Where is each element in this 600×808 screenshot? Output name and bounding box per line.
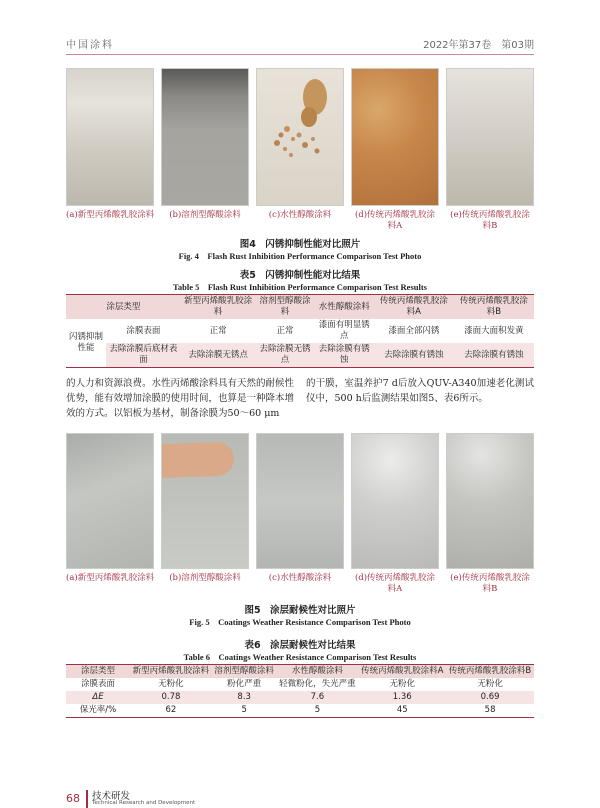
table6-header-row [66, 665, 534, 679]
fig5-caption-c: (c)水性醇酸涂料 [268, 573, 332, 583]
table5-header-col: 传统丙烯酸乳胶涂料A [379, 296, 448, 317]
fig4-photo-a [66, 68, 154, 232]
table6-title-en: Table 6 Coatings Weather Resistance Comparison Test Results [183, 652, 417, 662]
paragraph-right: 的干膜，室温养护7 d后放入QUV-A340加速老化测试仪中，500 h后监测结果如图5、表6所示。 [306, 378, 534, 404]
table6-cell: 无粉化 [477, 679, 503, 689]
fig4-photo-c [256, 68, 344, 232]
fig4-caption-c: (c)水性醇酸涂料 [268, 210, 332, 220]
table5-cell: 漆面大面积发黄 [464, 325, 524, 336]
fig4-image-b [161, 68, 249, 206]
section-title-en: Technical Research and Development [92, 800, 196, 806]
table-row [66, 343, 534, 368]
table5-cell: 去除涂膜有锈蚀 [318, 344, 370, 365]
fig5-caption-a: (a)新型丙烯酸乳胶涂料 [66, 573, 155, 583]
table6-cell: 8.3 [237, 692, 251, 702]
table5-row-label: 去除涂膜后底材表面 [109, 344, 178, 365]
fig4-image-c [256, 68, 344, 206]
fig4-image-e [446, 68, 534, 206]
table6-cell: 轻微粉化，失光严重 [279, 679, 356, 689]
fig4-photo-b [161, 68, 249, 232]
table6-cell: 无粉化 [389, 679, 415, 689]
table5-header-col: 传统丙烯酸乳胶涂料B [459, 296, 528, 317]
table6-header-col: 溶剂型醇酸涂料 [214, 666, 274, 676]
issue-info: 2022年第37卷 第03期 [423, 40, 534, 51]
table5-header-type: 涂层类型 [106, 301, 141, 312]
fig4-photos [66, 68, 534, 232]
fig4-image-d [351, 68, 439, 206]
table6-cell: 62 [165, 705, 177, 715]
table6-cell: 1.36 [392, 692, 412, 702]
fig4-caption-d: (d)传统丙烯酸乳胶涂料A [354, 210, 436, 231]
table-row [66, 678, 534, 691]
table6-row-label: ΔE [92, 692, 104, 702]
table5-cell: 漆面全部闪锈 [388, 325, 440, 336]
table5-cell: 去除涂膜无锈点 [188, 349, 248, 360]
fig5-image-e [446, 433, 534, 569]
fig4-photo-d [351, 68, 439, 232]
fig4-image-a [66, 68, 154, 206]
fig5-caption-b: (b)溶剂型醇酸涂料 [169, 573, 241, 583]
table5-header-col: 水性醇酸涂料 [318, 301, 370, 312]
fig5-caption-e: (e)传统丙烯酸乳胶涂料B [450, 573, 530, 594]
table6-title-cn: 表6 涂层耐候性对比结果 [244, 640, 356, 651]
table6-header-type: 涂层类型 [80, 666, 115, 676]
table5-cell: 去除涂膜有锈蚀 [384, 349, 444, 360]
table6-row-label: 保光率/% [79, 705, 117, 715]
table6-cell: 5 [241, 705, 247, 715]
table5 [66, 294, 534, 368]
table-row [66, 704, 534, 718]
table5-title-cn: 表5 闪锈抑制性能对比结果 [239, 270, 361, 281]
table6-header-col: 水性醇酸涂料 [291, 666, 343, 676]
fig5-title-cn: 图5 涂层耐候性对比照片 [244, 605, 356, 616]
table6 [66, 664, 534, 718]
fig5-photo-e [446, 433, 534, 595]
fig5-photo-c [256, 433, 344, 595]
table5-header-col: 溶剂型醇酸涂料 [259, 296, 311, 317]
fig5-photo-d [351, 433, 439, 595]
fig5-caption-d: (d)传统丙烯酸乳胶涂料A [354, 573, 436, 594]
table6-row-label: 涂膜表面 [80, 679, 115, 689]
table6-cell: 无粉化 [158, 679, 184, 689]
finger-illustration [162, 434, 248, 568]
table5-cell: 漆面有明显锈点 [318, 320, 370, 341]
fig4-caption-b: (b)溶剂型醇酸涂料 [169, 210, 241, 220]
table5-group-label: 闪锈抑制性能 [68, 332, 103, 353]
table5-cell: 正常 [276, 325, 294, 336]
table6-header-col: 新型丙烯酸乳胶涂料 [132, 666, 210, 676]
table6-cell: 粉化严重 [227, 679, 262, 689]
fig5-photo-a [66, 433, 154, 595]
running-header [66, 36, 534, 54]
fig4-caption-e: (e)传统丙烯酸乳胶涂料B [450, 210, 530, 231]
table5-header-row [66, 295, 534, 320]
section-title: 技术研发 [92, 791, 131, 802]
table5-cell: 去除涂膜无锈点 [259, 344, 311, 365]
fig5-image-a [66, 433, 154, 569]
rust-spots-illustration [257, 69, 343, 205]
footer-bar [86, 790, 88, 808]
fig4-title-en: Fig. 4 Flash Rust Inhibition Performance Comparison Test Photo [178, 251, 422, 261]
page-number: 68 [66, 792, 80, 805]
table5-row-label: 涂膜表面 [126, 325, 161, 336]
fig4-title-cn: 图4 闪锈抑制性能对比照片 [239, 239, 361, 250]
fig5-title-en: Fig. 5 Coatings Weather Resistance Comparison Test Photo [189, 617, 411, 627]
fig5-photos [66, 433, 534, 595]
table5-header-col: 新型丙烯酸乳胶涂料 [184, 296, 253, 317]
table6-cell: 7.6 [310, 692, 325, 702]
journal-name: 中国涂料 [66, 40, 114, 51]
table6-cell: 58 [484, 705, 496, 715]
table6-header-col: 传统丙烯酸乳胶涂料A [361, 666, 444, 676]
fig4-photo-e [446, 68, 534, 232]
fig5-photo-b [161, 433, 249, 595]
fig5-image-d [351, 433, 439, 569]
table5-cell: 去除涂膜有锈蚀 [464, 349, 524, 360]
table6-cell: 0.69 [480, 692, 500, 702]
table6-cell: 0.78 [161, 692, 181, 702]
fig4-caption-a: (a)新型丙烯酸乳胶涂料 [66, 210, 155, 220]
table-row [66, 319, 534, 343]
table5-title-en: Table 5 Flash Rust Inhibition Performance Comparison Test Results [172, 282, 427, 292]
header-rule [66, 54, 534, 55]
table6-cell: 5 [314, 705, 321, 715]
fig5-image-c [256, 433, 344, 569]
table6-cell: 45 [396, 705, 408, 715]
table-row [66, 691, 534, 704]
fig5-image-b [161, 433, 249, 569]
paragraph-left: 的人力和资源浪费。水性丙烯酸涂料具有天然的耐候性优势，能有效增加涂膜的使用时间，也算是一种降本增效的方式。以铝板为基材，制备涂膜为50～60 μm [66, 378, 295, 419]
table6-header-col: 传统丙烯酸乳胶涂料B [448, 666, 532, 676]
table5-cell: 正常 [209, 325, 227, 336]
